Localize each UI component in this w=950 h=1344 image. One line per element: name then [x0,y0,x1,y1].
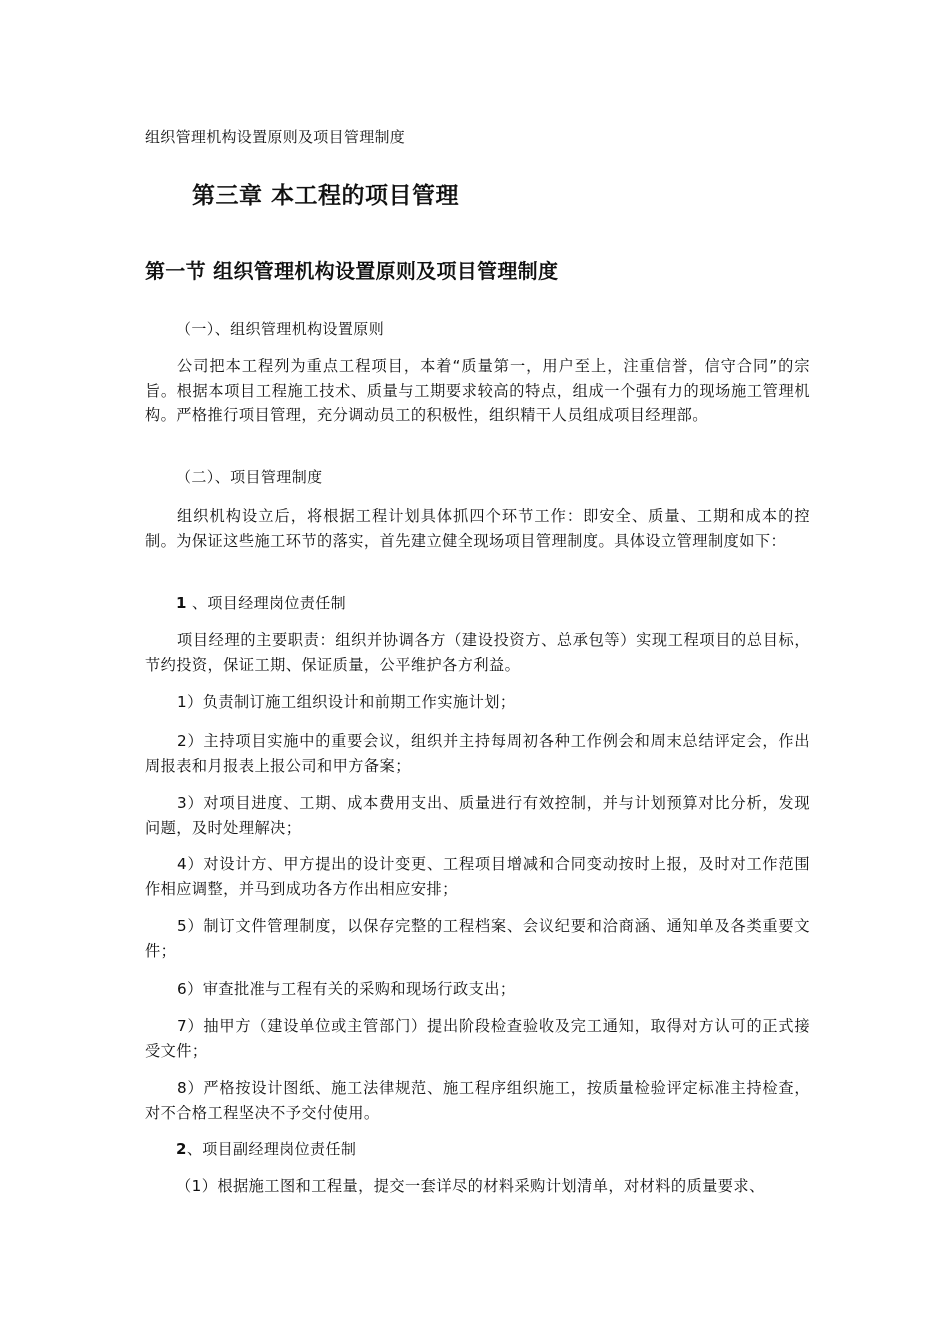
subsection-heading-2: （二）、项目管理制度 [176,468,323,486]
subsection-heading-1: （一）、组织管理机构设置原则 [176,320,385,338]
duty-item-8: 8）严格按设计图纸、施工法律规范、施工程序组织施工，按质量检验评定标准主持检查，对不合格工程坚决不予交付使用。 [145,1079,810,1122]
item-title: 、项目经理岗位责任制 [186,594,347,612]
item-number: 1 [176,594,187,612]
section-title: 第一节 组织管理机构设置原则及项目管理制度 [145,259,559,283]
duty-item-1: 1）负责制订施工组织设计和前期工作实施计划； [177,693,516,711]
running-header: 组织管理机构设置原则及项目管理制度 [145,128,406,146]
chapter-title: 第三章 本工程的项目管理 [192,183,460,209]
duty-item-7: 7）抽甲方（建设单位或主管部门）提出阶段检查验收及完工通知，取得对方认可的正式接受文件； [145,1017,810,1060]
item-heading-1 [176,592,346,614]
item-number: 2 [176,1140,187,1158]
duty-item-6: 6）审查批准与工程有关的采购和现场行政支出； [177,980,516,998]
paragraph-management: 组织机构设立后，将根据工程计划具体抓四个环节工作：即安全、质量、工期和成本的控制。为保证这些施工环节的落实，首先建立健全现场项目管理制度。具体设立管理制度如下： [145,507,810,550]
paragraph-deputy-1: （1）根据施工图和工程量，提交一套详尽的材料采购计划清单，对材料的质量要求、 [176,1177,765,1195]
item-heading-2 [176,1138,356,1160]
paragraph-manager-duties: 项目经理的主要职责：组织并协调各方（建设投资方、总承包等）实现工程项目的总目标，节约投资，保证工期、保证质量，公平维护各方利益。 [145,631,810,674]
item-title: 、项目副经理岗位责任制 [186,1140,357,1158]
duty-item-4: 4）对设计方、甲方提出的设计变更、工程项目增减和合同变动按时上报，及时对工作范围作相应调整，并马到成功各方作出相应安排； [145,855,810,898]
duty-item-5: 5）制订文件管理制度，以保存完整的工程档案、会议纪要和洽商涵、通知单及各类重要文件； [145,917,810,960]
paragraph-intro: 公司把本工程列为重点工程项目，本着“质量第一，用户至上，注重信誉，信守合同”的宗旨。根据本项目工程施工技术、质量与工期要求较高的特点，组成一个强有力的现场施工管理机构。严格推行项目管理，充分调动员工的积极性，组织精干人员组成项目经理部。 [145,357,810,425]
duty-item-2: 2）主持项目实施中的重要会议，组织并主持每周初各种工作例会和周末总结评定会，作出周报表和月报表上报公司和甲方备案； [145,732,810,775]
duty-item-3: 3）对项目进度、工期、成本费用支出、质量进行有效控制，并与计划预算对比分析，发现问题，及时处理解决； [145,794,810,837]
